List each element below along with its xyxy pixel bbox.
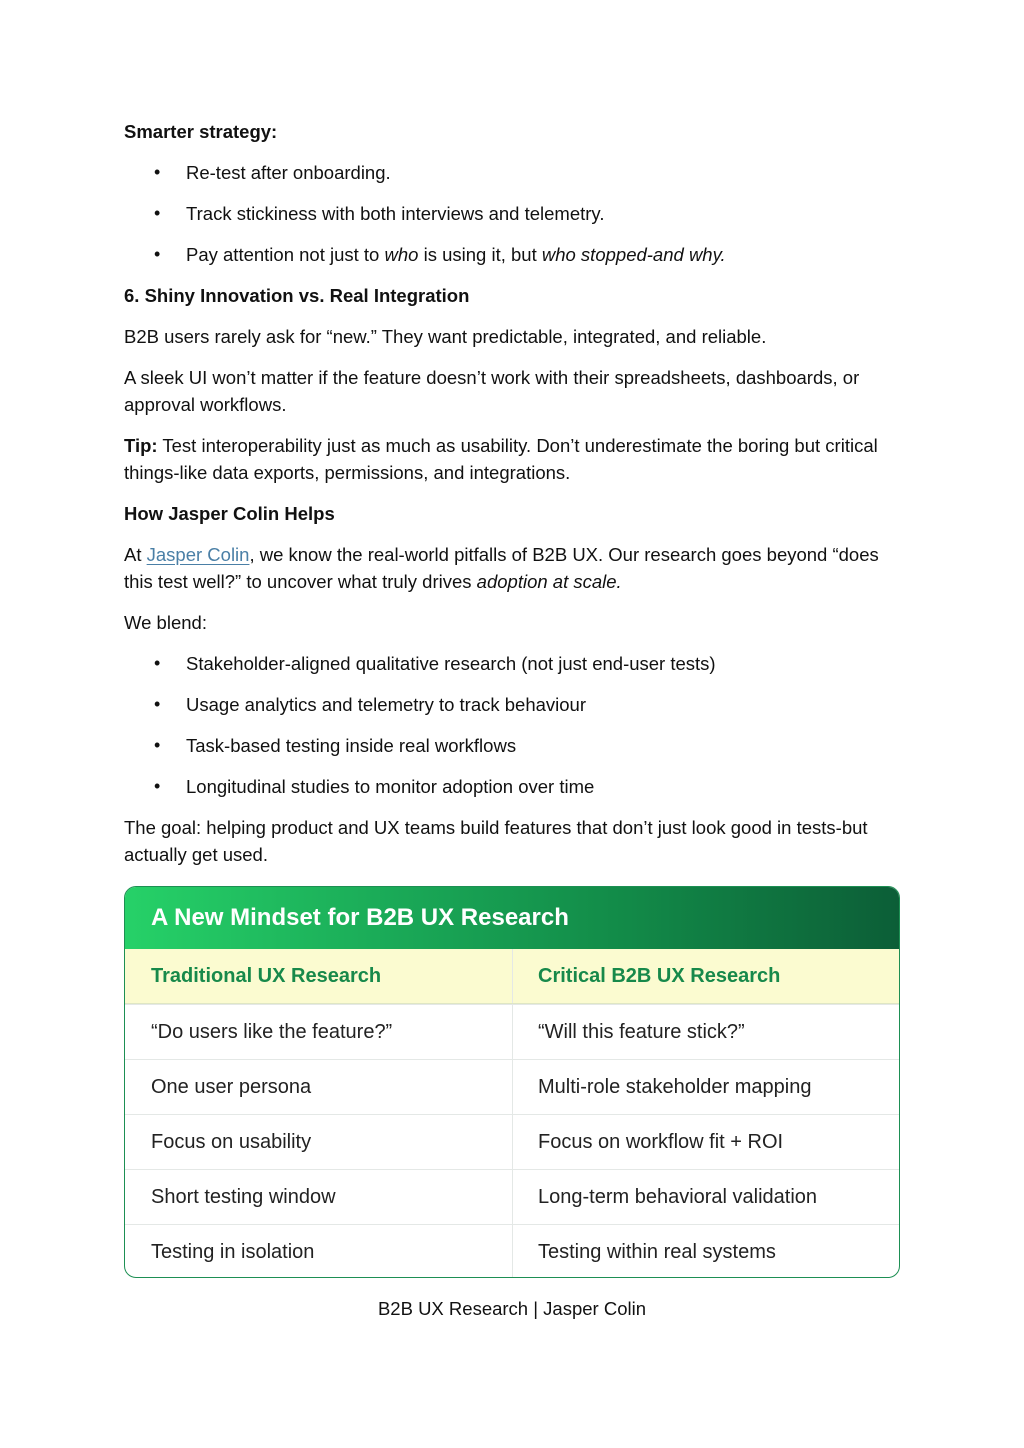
bullet-icon: • [154, 694, 161, 714]
table-header-cell: Critical B2B UX Research [512, 949, 899, 1003]
table-cell: Long-term behavioral validation [512, 1170, 899, 1224]
table-cell: Multi-role stakeholder mapping [512, 1060, 899, 1114]
bullet-icon: • [154, 653, 161, 673]
table-cell: Testing in isolation [151, 1240, 315, 1263]
paragraph-text: At [124, 544, 147, 565]
bullet-icon: • [154, 203, 161, 223]
table-cell: Focus on workflow fit + ROI [512, 1115, 899, 1169]
list-item-text: Stakeholder-aligned qualitative research (not just end-user tests) [186, 653, 716, 674]
paragraph-emphasis: adoption at scale. [476, 571, 622, 592]
document-body [124, 118, 902, 882]
figure-caption: B2B UX Research | Jasper Colin [377, 1298, 647, 1319]
list-item [124, 650, 902, 677]
list-item-emphasis: who stopped-and why. [541, 244, 726, 265]
list-item [124, 200, 902, 227]
table-header-cell: Traditional UX Research [151, 964, 382, 987]
list-item-text-mid: is using it, but [418, 244, 542, 265]
list-item-emphasis: who [384, 244, 419, 265]
tip-text: Test interoperability just as much as usability. Don’t underestimate the boring but critical things-like data exports, permissions, and integrations. [124, 435, 878, 483]
bullet-icon: • [154, 776, 161, 796]
bullet-icon: • [154, 162, 161, 182]
table-row [125, 1114, 899, 1169]
paragraph: A sleek UI won’t matter if the feature doesn’t work with their spreadsheets, dashboards, or approval workflows. [124, 367, 860, 415]
tip-label: Tip: [124, 435, 158, 456]
paragraph [124, 541, 902, 595]
bullet-icon: • [154, 244, 161, 264]
list-item-text: Longitudinal studies to monitor adoption over time [186, 776, 595, 797]
table-title: A New Mindset for B2B UX Research [125, 887, 899, 949]
bullet-icon: • [154, 735, 161, 755]
table-cell: Focus on usability [151, 1130, 312, 1153]
table-row [125, 1224, 899, 1278]
list-item-text: Usage analytics and telemetry to track behaviour [186, 694, 587, 715]
section-heading: 6. Shiny Innovation vs. Real Integration [124, 285, 470, 306]
jasper-colin-link[interactable]: Jasper Colin [146, 544, 250, 565]
paragraph: B2B users rarely ask for “new.” They want predictable, integrated, and reliable. [124, 326, 767, 347]
list-item [124, 691, 902, 718]
section-heading: How Jasper Colin Helps [124, 503, 335, 524]
paragraph: The goal: helping product and UX teams build features that don’t just look good in tests-but actually get used. [124, 817, 868, 865]
list-item-text: Track stickiness with both interviews and telemetry. [186, 203, 605, 224]
list-item-text-pre: Pay attention not just to [186, 244, 385, 265]
list-item [124, 241, 902, 268]
table-cell: Short testing window [151, 1185, 336, 1208]
list-item [124, 159, 902, 186]
list-item-text: Re-test after onboarding. [186, 162, 391, 183]
table-cell: “Will this feature stick?” [512, 1005, 899, 1059]
list-item [124, 773, 902, 800]
paragraph-text: , we know the real-world pitfalls of B2B UX. Our research goes beyond “does this test well?” to uncover what truly drives [124, 544, 879, 592]
table-row [125, 1004, 899, 1059]
blend-list [124, 650, 902, 800]
table-row [125, 1169, 899, 1224]
table-cell: One user persona [151, 1075, 312, 1098]
list-item [124, 732, 902, 759]
table-row [125, 1059, 899, 1114]
smarter-strategy-list [124, 159, 902, 268]
tip-paragraph [124, 432, 902, 486]
comparison-table [124, 886, 900, 1278]
list-item-text: Task-based testing inside real workflows [186, 735, 517, 756]
table-cell: “Do users like the feature?” [151, 1020, 393, 1043]
paragraph: We blend: [124, 612, 207, 633]
table-header-row [125, 949, 899, 1004]
table-cell: Testing within real systems [512, 1225, 899, 1278]
smarter-strategy-heading: Smarter strategy: [124, 121, 278, 142]
